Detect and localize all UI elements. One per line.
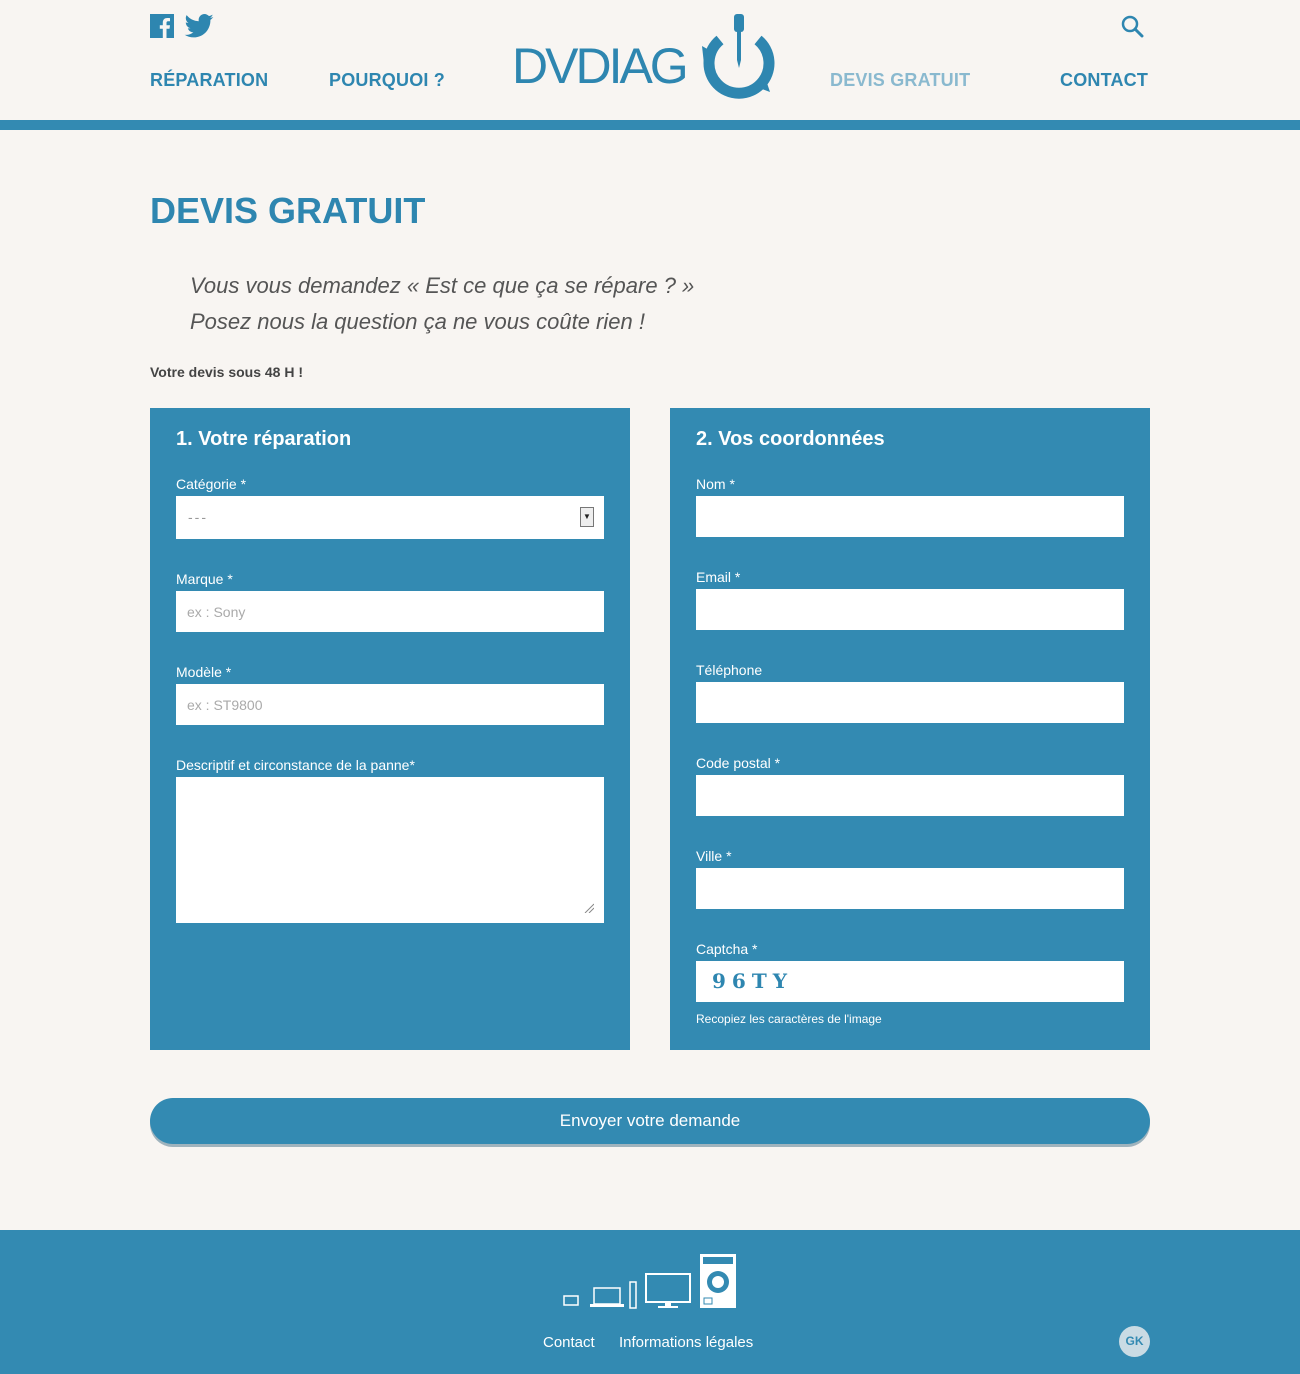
power-screwdriver-logo-icon [698, 12, 780, 104]
nav-contact[interactable]: CONTACT [1060, 70, 1149, 90]
page-title: DEVIS GRATUIT [150, 190, 426, 231]
search-icon[interactable] [1120, 14, 1144, 43]
contact-panel [670, 408, 1150, 1050]
gk-badge-icon[interactable]: GK [1119, 1326, 1150, 1357]
brand-label: Marque * [176, 571, 233, 587]
header-divider [0, 120, 1300, 130]
captcha-label: Captcha * [696, 941, 758, 957]
social-links [150, 14, 214, 38]
description-label: Descriptif et circonstance de la panne* [176, 757, 415, 773]
nav-reparation[interactable]: RÉPARATION [150, 70, 269, 90]
contact-panel-title: 2. Vos coordonnées [696, 428, 885, 450]
description-textarea[interactable] [176, 777, 604, 923]
logo-text: DVDIAG [512, 38, 686, 94]
zip-input[interactable] [696, 775, 1124, 816]
captcha-image: 96TY [712, 969, 793, 993]
submit-button[interactable]: Envoyer votre demande [150, 1098, 1150, 1144]
intro-quote [190, 268, 694, 340]
name-label: Nom * [696, 476, 735, 492]
email-input[interactable] [696, 589, 1124, 630]
facebook-icon[interactable] [150, 14, 174, 38]
category-selected-value: --- [188, 509, 208, 525]
footer-link-contact[interactable]: Contact [543, 1334, 595, 1351]
repair-panel-title: 1. Votre réparation [176, 428, 352, 450]
site-header [0, 0, 1300, 130]
category-select[interactable] [176, 496, 604, 539]
intro-line-2: Posez nous la question ça ne vous coûte rien ! [190, 309, 645, 334]
model-input[interactable] [176, 684, 604, 725]
city-label: Ville * [696, 848, 732, 864]
devices-icon [562, 1252, 738, 1310]
site-logo[interactable] [512, 12, 780, 104]
repair-panel [150, 408, 630, 1050]
phone-input[interactable] [696, 682, 1124, 723]
resize-grip-icon[interactable] [584, 903, 594, 913]
nav-pourquoi[interactable]: POURQUOI ? [329, 70, 446, 90]
model-label: Modèle * [176, 664, 232, 680]
chevron-down-icon: ▼ [580, 507, 594, 527]
zip-label: Code postal * [696, 755, 781, 771]
site-footer [0, 1230, 1300, 1374]
twitter-icon[interactable] [184, 14, 214, 38]
footer-link-legal[interactable]: Informations légales [619, 1334, 754, 1351]
name-input[interactable] [696, 496, 1124, 537]
city-input[interactable] [696, 868, 1124, 909]
captcha-input[interactable] [696, 961, 1124, 1002]
phone-label: Téléphone [696, 662, 763, 678]
brand-input[interactable] [176, 591, 604, 632]
nav-devis-gratuit[interactable]: DEVIS GRATUIT [830, 70, 971, 90]
captcha-hint: Recopiez les caractères de l'image [696, 1012, 882, 1026]
intro-line-1: Vous vous demandez « Est ce que ça se répare ? » [190, 273, 695, 298]
category-label: Catégorie * [176, 476, 247, 492]
email-label: Email * [696, 569, 741, 585]
delay-note: Votre devis sous 48 H ! [150, 364, 304, 380]
